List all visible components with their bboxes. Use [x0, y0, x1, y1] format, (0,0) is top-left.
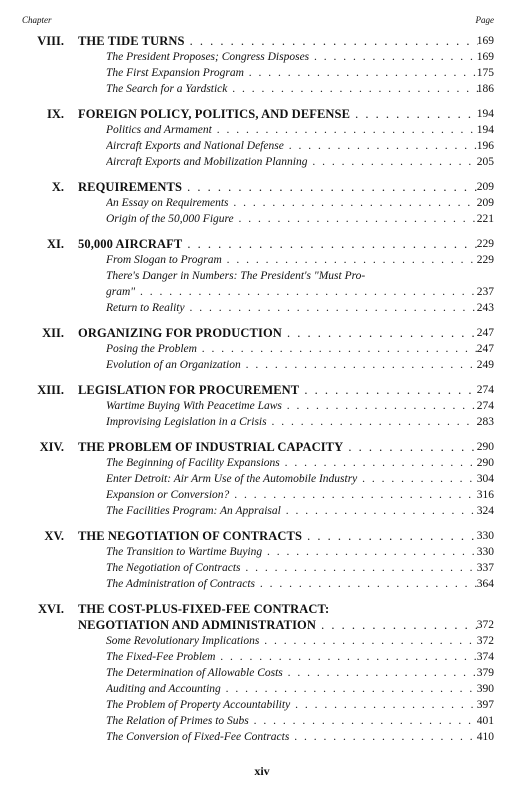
chapter-title-row: [0, 601, 524, 617]
chapter-title-text: ORGANIZING FOR PRODUCTION . . .: [78, 326, 478, 340]
section-title-text: Improvising Legislation in a Crisis . . .: [106, 416, 478, 428]
section-page-number: 397: [476, 699, 494, 711]
section-entry: [0, 665, 524, 681]
chapter-title-row: [0, 439, 524, 455]
section-page-number: 379: [476, 667, 494, 679]
section-page-number: 337: [476, 562, 494, 574]
section-title: [106, 414, 478, 430]
section-title: [106, 633, 478, 649]
section-entry: [0, 284, 524, 300]
section-title: [106, 341, 478, 357]
chapter-page-number: 209: [476, 181, 494, 193]
chapter-title: [78, 382, 478, 398]
section-title: [106, 300, 478, 316]
chapter-page-number: 290: [476, 441, 494, 453]
section-page-number: 175: [476, 67, 494, 79]
section-entry: [0, 195, 524, 211]
chapter-title-text: THE NEGOTIATION OF CONTRACTS . . .: [78, 529, 478, 543]
chapter-page-number: 229: [476, 238, 494, 250]
section-title: [106, 576, 478, 592]
chapter-page-number: 330: [476, 530, 494, 542]
section-page-number: 283: [476, 416, 494, 428]
chapter-number: XII.: [42, 326, 64, 340]
section-entry: [0, 81, 524, 97]
chapter-title-row: [0, 106, 524, 122]
chapter-title-row: [0, 617, 524, 633]
chapter-title: [78, 325, 478, 341]
section-entry: [0, 49, 524, 65]
table-of-contents: [0, 33, 524, 754]
section-page-number: 304: [476, 473, 494, 485]
section-title-text: Evolution of an Organization . . .: [106, 359, 478, 371]
section-title: [106, 665, 478, 681]
section-title-text: From Slogan to Program . . .: [106, 254, 478, 266]
section-entry: [0, 729, 524, 745]
chapter-entry: [0, 179, 524, 227]
section-title-text: An Essay on Requirements . . .: [106, 197, 478, 209]
section-page-number: 221: [476, 213, 494, 225]
section-title-text: The Relation of Primes to Subs . . .: [106, 715, 478, 727]
section-page-number: 401: [476, 715, 494, 727]
section-page-number: 410: [476, 731, 494, 743]
chapter-title: [78, 528, 478, 544]
section-title: [106, 713, 478, 729]
chapter-number: XVI.: [37, 602, 64, 616]
section-entry: [0, 252, 524, 268]
chapter-entry: [0, 325, 524, 373]
section-entry: [0, 697, 524, 713]
section-title-text: The Administration of Contracts . . .: [106, 578, 478, 590]
section-entry: [0, 341, 524, 357]
chapter-title-text: REQUIREMENTS . . .: [78, 180, 478, 194]
section-title: [106, 65, 478, 81]
chapter-entry: [0, 382, 524, 430]
section-title-text: The Search for a Yardstick . . .: [106, 83, 478, 95]
section-entry: [0, 633, 524, 649]
section-entry: [0, 681, 524, 697]
section-page-number: 169: [476, 51, 494, 63]
section-title-text: Expansion or Conversion? . . .: [106, 489, 478, 501]
section-page-number: 316: [476, 489, 494, 501]
chapter-title: [78, 236, 478, 252]
section-title: [106, 211, 478, 227]
chapter-number: XIII.: [37, 383, 64, 397]
chapter-title-row: [0, 33, 524, 49]
section-page-number: 186: [476, 83, 494, 95]
section-title: [106, 729, 478, 745]
section-page-number: 243: [476, 302, 494, 314]
section-title: [106, 398, 478, 414]
section-title-text: Aircraft Exports and Mobilization Planning . . .: [106, 156, 478, 168]
section-title: [106, 544, 478, 560]
chapter-entry: [0, 601, 524, 745]
section-entry: [0, 154, 524, 170]
section-page-number: 237: [476, 286, 494, 298]
section-page-number: 274: [476, 400, 494, 412]
chapter-title-text: THE TIDE TURNS . . .: [78, 34, 478, 48]
section-entry: [0, 471, 524, 487]
section-page-number: 364: [476, 578, 494, 590]
chapter-title-text: 50,000 AIRCRAFT . . .: [78, 237, 478, 251]
chapter-entry: [0, 439, 524, 519]
section-title: [106, 560, 478, 576]
section-page-number: 390: [476, 683, 494, 695]
section-entry: [0, 487, 524, 503]
section-title: [106, 697, 478, 713]
section-title-text: Enter Detroit: Air Arm Use of the Automobile Industry . . .: [106, 473, 478, 485]
chapter-entry: [0, 106, 524, 170]
chapter-number: XI.: [46, 237, 64, 251]
chapter-page-number: 169: [476, 35, 494, 47]
section-page-number: 372: [476, 635, 494, 647]
chapter-title-text: THE PROBLEM OF INDUSTRIAL CAPACITY . . .: [78, 440, 478, 454]
section-title-text: gram" . . .: [106, 286, 478, 298]
chapter-title: [78, 179, 478, 195]
section-title-text: Origin of the 50,000 Figure . . .: [106, 213, 478, 225]
section-title-text: Some Revolutionary Implications . . .: [106, 635, 478, 647]
chapter-title-row: [0, 325, 524, 341]
chapter-number: XV.: [44, 529, 64, 543]
section-title-text: The Determination of Allowable Costs . . .: [106, 667, 478, 679]
section-title: [106, 81, 478, 97]
section-entry: [0, 122, 524, 138]
section-title-text: Return to Reality . . .: [106, 302, 478, 314]
section-page-number: 249: [476, 359, 494, 371]
chapter-number: X.: [51, 180, 64, 194]
chapter-title-text: FOREIGN POLICY, POLITICS, AND DEFENSE . . .: [78, 107, 478, 121]
section-entry: [0, 268, 524, 284]
section-title: [106, 471, 478, 487]
section-page-number: 229: [476, 254, 494, 266]
section-title-text: The Conversion of Fixed-Fee Contracts . . .: [106, 731, 478, 743]
section-title-text: The Problem of Property Accountability . . .: [106, 699, 478, 711]
section-title-text: The Fixed-Fee Problem . . .: [106, 651, 478, 663]
chapter-title-continuation: [78, 617, 478, 633]
page-footer-number: xiv: [254, 764, 270, 778]
section-entry: [0, 357, 524, 373]
chapter-number: XIV.: [39, 440, 64, 454]
section-entry: [0, 544, 524, 560]
section-entry: [0, 503, 524, 519]
chapter-page-number: 247: [476, 327, 494, 339]
section-title: [106, 681, 478, 697]
section-title-text: The Facilities Program: An Appraisal . . .: [106, 505, 478, 517]
chapter-title-row: [0, 382, 524, 398]
chapter-entry: [0, 33, 524, 97]
chapter-title-row: [0, 236, 524, 252]
chapter-number: VIII.: [37, 34, 64, 48]
section-entry: [0, 576, 524, 592]
section-title: [106, 49, 478, 65]
section-title: [106, 138, 478, 154]
section-title: [106, 154, 478, 170]
section-title: [106, 268, 478, 284]
chapter-entry: [0, 528, 524, 592]
section-title-text: The Transition to Wartime Buying . . .: [106, 546, 478, 558]
chapter-title-text: LEGISLATION FOR PROCUREMENT . . .: [78, 383, 478, 397]
chapter-title-row: [0, 179, 524, 195]
section-entry: [0, 65, 524, 81]
section-entry: [0, 414, 524, 430]
section-title-text: Aircraft Exports and National Defense . . .: [106, 140, 478, 152]
chapter-page-number: 372: [476, 619, 494, 631]
section-page-number: 290: [476, 457, 494, 469]
section-page-number: 194: [476, 124, 494, 136]
chapter-number: IX.: [46, 107, 64, 121]
section-entry: [0, 455, 524, 471]
section-title: [106, 122, 478, 138]
section-title: [106, 455, 478, 471]
section-title-text: The President Proposes; Congress Disposes . . .: [106, 51, 478, 63]
section-page-number: 330: [476, 546, 494, 558]
section-title-text: The First Expansion Program . . .: [106, 67, 478, 79]
page-column-label: Page: [475, 15, 494, 25]
section-title: [106, 487, 478, 503]
section-entry: [0, 300, 524, 316]
chapter-title-continuation-text: NEGOTIATION AND ADMINISTRATION . . .: [78, 618, 478, 632]
section-page-number: 374: [476, 651, 494, 663]
section-page-number: 209: [476, 197, 494, 209]
chapter-page-number: 274: [476, 384, 494, 396]
section-entry: [0, 398, 524, 414]
chapter-entry: [0, 236, 524, 316]
section-title: [106, 195, 478, 211]
section-title: [106, 252, 478, 268]
section-title-text: Posing the Problem . . .: [106, 343, 478, 355]
chapter-column-label: Chapter: [22, 15, 52, 25]
section-title-text: There's Danger in Numbers: The President's "Must Pro-: [106, 270, 366, 282]
chapter-title: [78, 106, 478, 122]
section-entry: [0, 138, 524, 154]
section-entry: [0, 649, 524, 665]
section-title-text: The Beginning of Facility Expansions . . .: [106, 457, 478, 469]
chapter-title: [78, 33, 478, 49]
section-page-number: 247: [476, 343, 494, 355]
section-page-number: 205: [476, 156, 494, 168]
section-title-text: Politics and Armament . . .: [106, 124, 478, 136]
section-title-text: Auditing and Accounting . . .: [106, 683, 478, 695]
section-page-number: 324: [476, 505, 494, 517]
section-title: [106, 284, 478, 300]
section-title: [106, 503, 478, 519]
section-title: [106, 357, 478, 373]
section-entry: [0, 713, 524, 729]
section-page-number: 196: [476, 140, 494, 152]
section-title-text: Wartime Buying With Peacetime Laws . . .: [106, 400, 478, 412]
chapter-title: THE COST-PLUS-FIXED-FEE CONTRACT:: [78, 602, 330, 616]
section-entry: [0, 560, 524, 576]
chapter-title: [78, 439, 478, 455]
section-title-text: The Negotiation of Contracts . . .: [106, 562, 478, 574]
section-entry: [0, 211, 524, 227]
chapter-page-number: 194: [476, 108, 494, 120]
section-title: [106, 649, 478, 665]
chapter-title-row: [0, 528, 524, 544]
